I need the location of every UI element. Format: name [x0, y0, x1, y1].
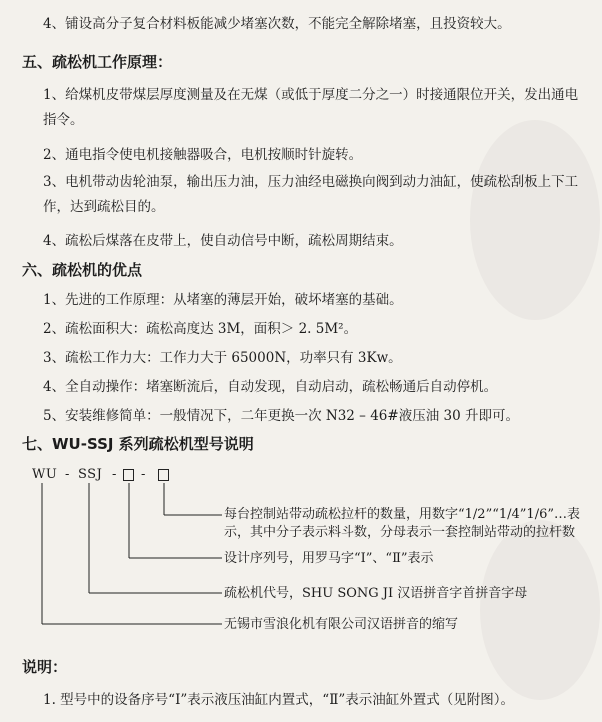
- section5-item-1: 1、给煤机皮带煤层厚度测量及在无煤（或低于厚度二分之一）时接通限位开关，发出通电指令。: [43, 87, 579, 128]
- label-company-abbreviation: 无锡市雪浪化机有限公司汉语拼音的缩写: [224, 617, 459, 632]
- model-code-ssj: SSJ: [78, 467, 103, 482]
- section7-title: 七、WU-SSJ 系列疏松机型号说明: [22, 435, 254, 453]
- label-machine-code: 疏松机代号，SHU SONG JI 汉语拼音字首拼音字母: [224, 586, 528, 601]
- section5-item-2: 2、通电指令使电机接触器吸合，电机按顺时针旋转。: [43, 147, 363, 163]
- model-code-dash-2: -: [112, 467, 117, 482]
- section6-item-1: 1、先进的工作原理：从堵塞的薄层开始，破坏堵塞的基础。: [43, 292, 403, 308]
- model-code-dash-1: -: [65, 467, 70, 482]
- section6-item-2: 2、疏松面积大：疏松高度达 3M，面积＞ 2. 5M²。: [43, 321, 358, 337]
- section6-item-3: 3、疏松工作力大：工作力大于 65000N，功率只有 3Kw。: [43, 350, 402, 366]
- label-design-series: 设计序列号，用罗马字“Ⅰ”、“Ⅱ”表示: [224, 551, 434, 566]
- section5-item-3: 3、电机带动齿轮油泵，输出压力油，压力油经电磁换向阀到动力油缸，使疏松刮板上下工作，达到疏松目的。: [43, 174, 579, 215]
- section4-point4: 4、铺设高分子复合材料板能减少堵塞次数，不能完全解除堵塞，且投资较大。: [43, 16, 511, 32]
- section6-title: 六、疏松机的优点: [22, 261, 143, 279]
- notes-title: 说明：: [22, 658, 68, 676]
- section6-item-4: 4、全自动操作：堵塞断流后，自动发现，自动启动，疏松畅通后自动停机。: [43, 379, 498, 395]
- section6-item-5: 5、安装维修简单：一般情况下，二年更换一次 N32 – 46#液压油 30 升即可。: [43, 408, 519, 424]
- notes-item-1: 1. 型号中的设备序号“Ⅰ”表示液压油缸内置式，“Ⅱ”表示油缸外置式（见附图）。: [43, 692, 515, 708]
- section5-item-4: 4、疏松后煤落在皮带上，使自动信号中断，疏松周期结束。: [43, 233, 403, 249]
- model-code-wu: WU: [32, 467, 58, 482]
- model-code-dash-3: -: [141, 467, 146, 482]
- label-control-station-quantity: 每台控制站带动疏松拉杆的数量，用数字“1/2”“1/4”1/6”…表示，其中分子表示料斗数，分母表示一套控制站带动的拉杆数: [224, 507, 580, 540]
- section5-title: 五、疏松机工作原理：: [22, 53, 173, 71]
